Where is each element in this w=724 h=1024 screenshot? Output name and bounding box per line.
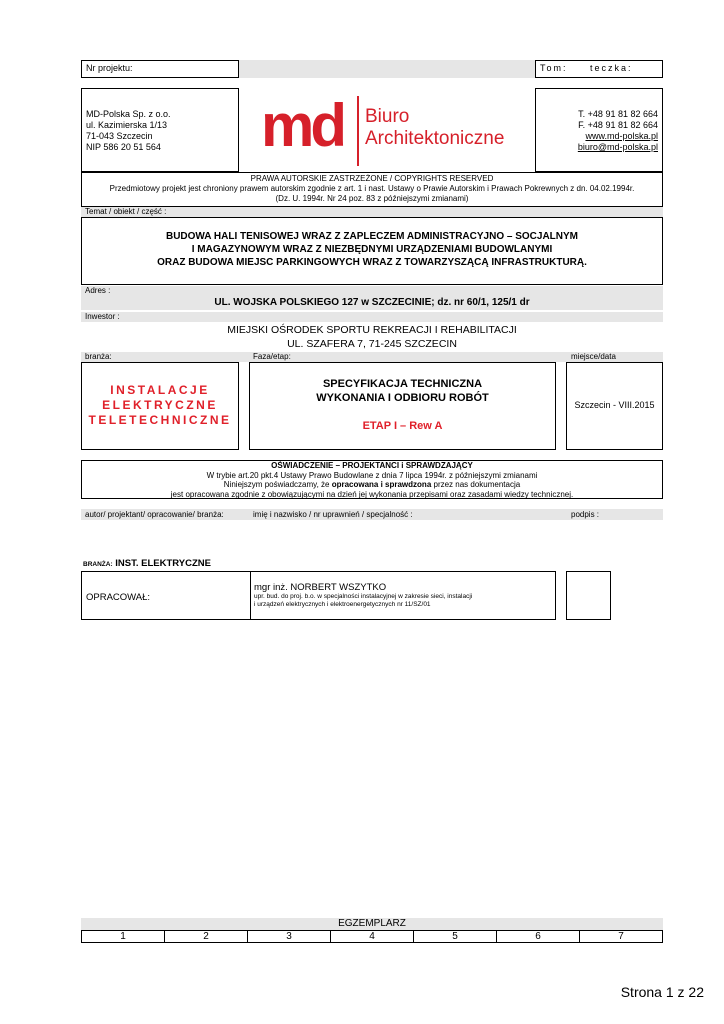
place-date-value: Szczecin - VIII.2015 <box>574 400 655 410</box>
statement-title: OŚWIADCZENIE – PROJEKTANCI i SPRAWDZAJĄCY <box>271 461 473 470</box>
header-gray-bar <box>239 60 535 78</box>
copy-number: 1 <box>82 931 165 943</box>
signature-col-role: autor/ projektant/ opracowanie/ branża: <box>85 510 224 519</box>
copy-number: 3 <box>248 931 331 943</box>
project-number-label: Nr projektu: <box>86 63 133 73</box>
investor-label: Inwestor : <box>81 312 663 322</box>
statement-line: W trybie art.20 pkt.4 Ustawy Prawo Budowlane z dnia 7 lipca 1994r. z późniejszymi zmianami <box>206 470 538 480</box>
statement-box <box>81 460 663 499</box>
phase-line: WYKONANIA I ODBIORU ROBÓT <box>316 392 489 404</box>
copy-number: 5 <box>414 931 497 943</box>
phase-label: Faza/etap: <box>253 352 291 361</box>
author-name: mgr inż. NORBERT WSZYTKO <box>254 582 387 593</box>
author-license: upr. bud. do proj. b.o. w specjalności instalacyjnej w zakresie sieci, instalacji <box>254 593 473 600</box>
phase-stage: ETAP I – Rew A <box>362 420 443 432</box>
email-link[interactable]: biuro@md-polska.pl <box>577 142 658 152</box>
tom-field <box>535 60 663 78</box>
logo-line1: Biuro <box>365 106 410 127</box>
address-label: Adres : <box>81 286 663 296</box>
statement-line: Niniejszym poświadczamy, że opracowana i sprawdzona przez nas dokumentacja <box>223 480 521 489</box>
branch-section-heading <box>83 558 211 571</box>
company-info <box>81 88 239 172</box>
author-details <box>254 582 472 609</box>
tom-label: Tom: <box>540 63 568 73</box>
copies-title: EGZEMPLARZ <box>81 918 663 930</box>
investor-box <box>81 322 663 352</box>
copy-number: 2 <box>165 931 248 943</box>
copyright-line: Przedmiotowy projekt jest chroniony prawem autorskim zgodnie z art. 1 i nast. Ustawy o Prawie Autorskim i Prawach Pokrewnych z dn. 04.02.1994r. <box>109 184 635 193</box>
company-line: 71-043 Szczecin <box>86 131 153 141</box>
logo <box>239 88 535 172</box>
copyright-title: PRAWA AUTORSKIE ZASTRZEŻONE / COPYRIGHTS RESERVED <box>250 174 494 183</box>
copyright-notice <box>81 172 663 207</box>
copies-table <box>81 918 663 943</box>
phase-box <box>249 362 556 450</box>
copy-number: 7 <box>580 931 663 943</box>
page-number: Strona 1 z 22 <box>620 984 704 1000</box>
author-signature-box <box>566 571 611 620</box>
author-role: OPRACOWAŁ: <box>86 592 151 603</box>
copies-grid <box>81 930 663 943</box>
phone-text: T. +48 91 81 82 664 <box>578 109 658 119</box>
subject-line: I MAGAZYNOWYM WRAZ Z NIEZBĘDNYMI URZĄDZENIAMI BUDOWLANYMI <box>191 244 553 255</box>
teczka-label: teczka: <box>590 63 633 73</box>
signatures-header <box>81 509 663 520</box>
fax-text: F. +48 91 81 82 664 <box>578 120 658 130</box>
branch-label: branża: <box>85 352 112 361</box>
column-labels <box>81 352 663 362</box>
subject-label: Temat / obiekt / część : <box>81 207 663 217</box>
branch-line: ELEKTRYCZNE <box>102 398 218 412</box>
branch-section-value: INST. ELEKTRYCZNE <box>115 558 211 569</box>
subject-line: BUDOWA HALI TENISOWEJ WRAZ Z ZAPLECZEM ADMINISTRACYJNO – SOCJALNYM <box>165 231 579 242</box>
copy-number: 6 <box>497 931 580 943</box>
branch-line: INSTALACJE <box>110 383 210 397</box>
investor-line: UL. SZAFERA 7, 71-245 SZCZECIN <box>287 338 457 350</box>
signature-col-name: imię i nazwisko / nr uprawnień / specjalność : <box>253 510 413 519</box>
branch-line: TELETECHNICZNE <box>88 413 232 427</box>
author-license: i urządzeń elektrycznych i elektroenergetycznych nr 11/SZ/01 <box>254 601 431 608</box>
company-line: NIP 586 20 51 564 <box>86 142 161 152</box>
subject-line: ORAZ BUDOWA MIEJSC PARKINGOWYCH WRAZ Z TOWARZYSZĄCĄ INFRASTRUKTURĄ. <box>157 257 587 268</box>
logo-mark: md <box>261 92 343 159</box>
logo-line2: Architektoniczne <box>365 128 505 149</box>
company-contacts <box>535 88 663 172</box>
phase-line: SPECYFIKACJA TECHNICZNA <box>322 378 483 390</box>
company-line: MD-Polska Sp. z o.o. <box>86 109 171 119</box>
project-number-field <box>81 60 239 78</box>
statement-line: jest opracowana zgodnie z obowiązującymi na dzień jej wykonania przepisami oraz zasadami wiedzy technicznej. <box>170 489 574 499</box>
place-date-label: miejsce/data <box>571 352 616 361</box>
branch-section-label: BRANŻA: <box>83 561 113 568</box>
place-date-box <box>566 362 663 450</box>
company-line: ul. Kazimierska 1/13 <box>86 120 168 130</box>
copyright-line: (Dz. U. 1994r. Nr 24 poz. 83 z późniejszymi zmianami) <box>275 194 469 203</box>
address-value: UL. WOJSKA POLSKIEGO 127 w SZCZECINIE; dz. nr 60/1, 125/1 dr <box>81 296 663 310</box>
signature-col-sign: podpis : <box>571 510 600 519</box>
copy-number: 4 <box>331 931 414 943</box>
branch-box <box>81 362 239 450</box>
investor-line: MIEJSKI OŚRODEK SPORTU REKREACJI I REHABILITACJI <box>227 324 517 336</box>
author-row <box>81 571 556 620</box>
logo-divider <box>357 96 359 166</box>
website-link[interactable]: www.md-polska.pl <box>585 131 658 141</box>
author-divider <box>250 572 251 619</box>
subject-box <box>81 217 663 285</box>
